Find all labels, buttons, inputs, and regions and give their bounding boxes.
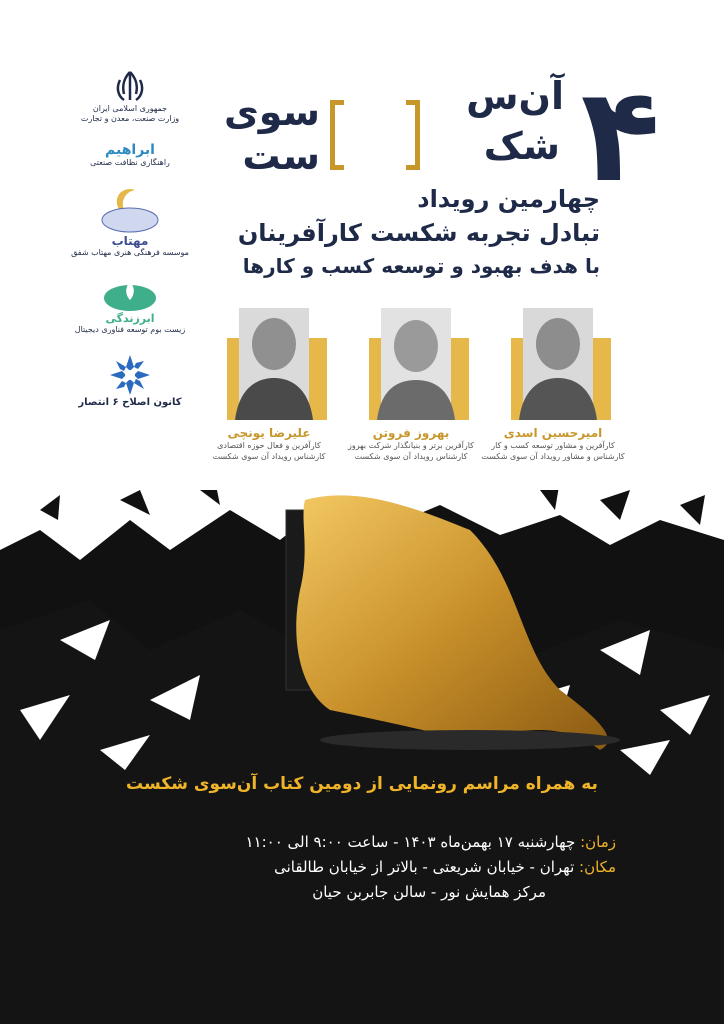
logo-title: ابراهیم bbox=[105, 142, 155, 158]
headline-line: تبادل تجربه شکست کارآفرینان bbox=[237, 219, 600, 247]
cloud-leaf-icon bbox=[102, 276, 158, 312]
speaker-card bbox=[478, 308, 628, 462]
speaker-photo bbox=[351, 308, 471, 420]
logo-kanoon bbox=[70, 353, 190, 408]
speaker-name: امیرحسین اسدی bbox=[503, 426, 603, 440]
logo-caption: جمهوری اسلامی ایران bbox=[92, 104, 168, 113]
tagline: به همراه مراسم رونمایی از دومین کتاب آن‌سوی شکست bbox=[126, 774, 598, 794]
sponsor-logos bbox=[70, 70, 190, 426]
logo-title: ابرزندگی bbox=[105, 312, 155, 325]
place-value-2: مرکز همایش نور - سالن جابربن حیان bbox=[312, 883, 546, 901]
time-row bbox=[96, 830, 616, 855]
speaker-photo bbox=[493, 308, 613, 420]
speaker-role: کارشناس و مشاور رویداد آن سوی شکست bbox=[481, 452, 625, 461]
shattered-background bbox=[0, 490, 724, 1024]
brand-word: آن‌س bbox=[466, 74, 564, 118]
brand-word: شک bbox=[483, 124, 560, 168]
brand-word: ست bbox=[242, 134, 320, 178]
logo-title: کانون اصلاح ۶ انتصار bbox=[78, 397, 182, 408]
place-row bbox=[96, 855, 616, 880]
portrait-image bbox=[493, 308, 613, 420]
speaker-name: بهروز فروتن bbox=[372, 426, 450, 440]
portrait-image bbox=[209, 308, 329, 420]
bracket-icon bbox=[330, 100, 420, 170]
time-value: چهارشنبه ۱۷ بهمن‌ماه ۱۴۰۳ - ساعت ۹:۰۰ الی ۱۱:۰۰ bbox=[245, 833, 576, 851]
logo-caption: وزارت صنعت، معدن و تجارت bbox=[80, 114, 180, 123]
speaker-role: کارآفرین برتر و بنیانگذار شرکت بهروز bbox=[347, 441, 474, 450]
logo-abrzendegi bbox=[70, 276, 190, 335]
speaker-card bbox=[336, 308, 486, 462]
speaker-role: کارشناس رویداد آن سوی شکست bbox=[354, 452, 468, 461]
logo-title: مهتاب bbox=[111, 234, 149, 248]
iran-emblem-icon bbox=[112, 70, 148, 104]
time-label: زمان: bbox=[580, 833, 616, 851]
logo-caption: راهنگاری نظافت صنعتی bbox=[90, 158, 170, 167]
event-info bbox=[96, 830, 616, 905]
moon-cloud-icon bbox=[95, 186, 165, 234]
portrait-image bbox=[351, 308, 471, 420]
logo-iran-ministry bbox=[70, 70, 190, 124]
place-value: تهران - خیابان شریعتی - بالاتر از خیابان طالقانی bbox=[274, 858, 575, 876]
speaker-card bbox=[194, 308, 344, 462]
speaker-role: کارآفرین و فعال حوزه اقتصادی bbox=[217, 441, 321, 450]
headline bbox=[180, 183, 600, 281]
logo-caption: موسسه فرهنگی هنری مهتاب شفق bbox=[71, 248, 189, 257]
speaker-photo bbox=[209, 308, 329, 420]
logo-caption: زیست بوم توسعه فناوری دیجیتال bbox=[74, 325, 186, 334]
logo-ebrahim bbox=[70, 142, 190, 168]
speaker-name: علیرضا یونچی bbox=[227, 426, 311, 440]
headline-line: با هدف بهبود و توسعه کسب و کارها bbox=[242, 254, 600, 278]
speaker-role: کارآفرین و مشاور توسعه کسب و کار bbox=[491, 441, 615, 450]
star-flower-icon bbox=[108, 353, 152, 397]
headline-line: چهارمین رویداد bbox=[417, 185, 600, 213]
logo-mahtab bbox=[70, 186, 190, 258]
brand-word: سوی bbox=[223, 90, 320, 134]
place-label: مکان: bbox=[579, 858, 616, 876]
brand-number: ۴ bbox=[580, 59, 660, 211]
speaker-role: کارشناس رویداد آن سوی شکست bbox=[212, 452, 326, 461]
